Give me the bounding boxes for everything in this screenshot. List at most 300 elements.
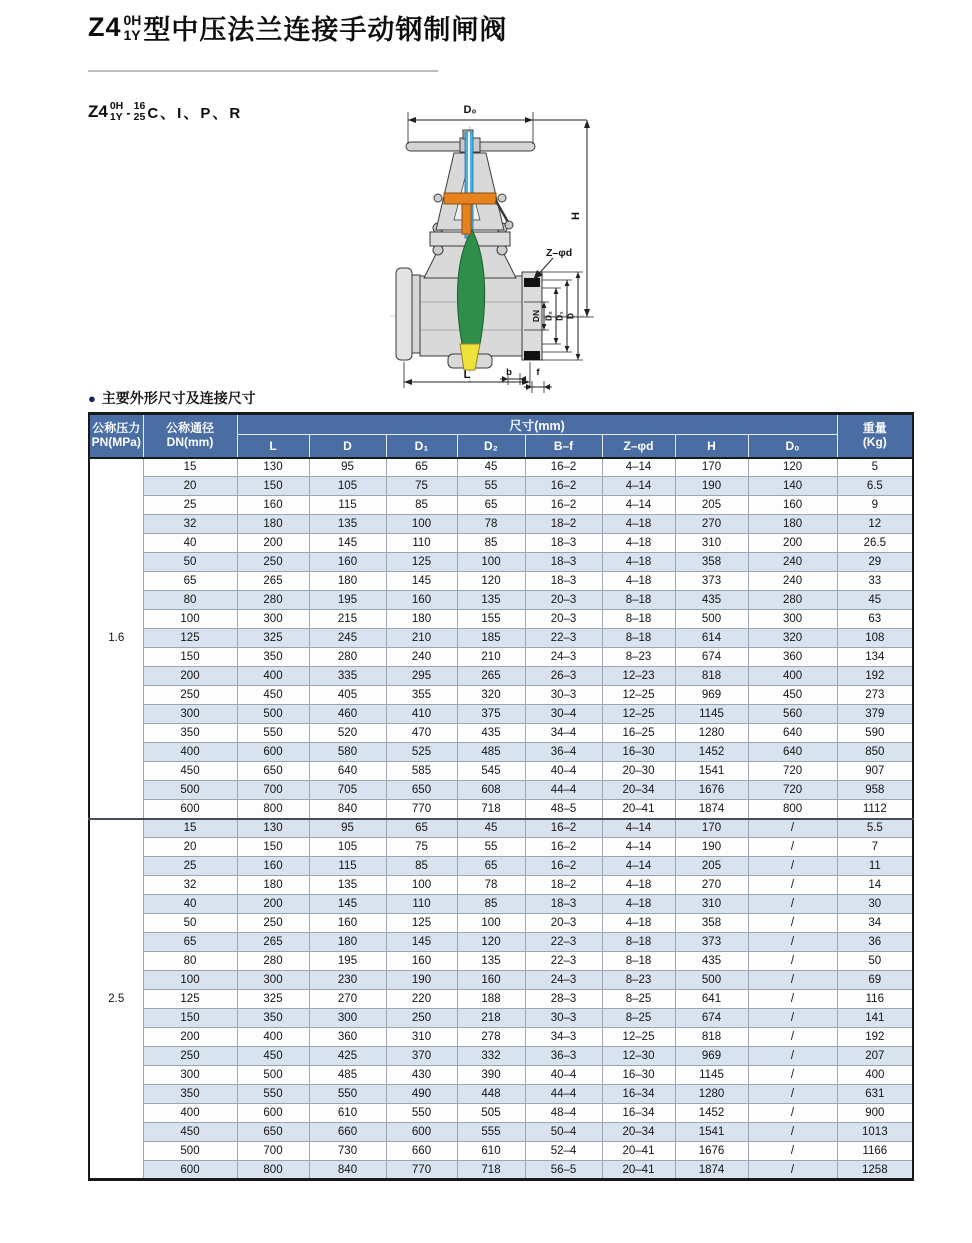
table-cell: 310 <box>675 895 748 914</box>
table-cell: 20–34 <box>602 781 675 800</box>
table-cell: / <box>748 914 837 933</box>
table-cell: 379 <box>837 705 913 724</box>
table-cell: 188 <box>457 990 525 1009</box>
table-cell: 16–2 <box>525 477 602 496</box>
table-cell: 500 <box>143 781 237 800</box>
table-cell: 600 <box>237 1104 309 1123</box>
table-cell: 600 <box>143 800 237 819</box>
table-cell: 192 <box>837 1028 913 1047</box>
model-stack-2 <box>134 101 146 123</box>
table-cell: 6.5 <box>837 477 913 496</box>
table-cell: 45 <box>457 458 525 477</box>
table-cell: 150 <box>237 477 309 496</box>
table-cell: 400 <box>143 1104 237 1123</box>
table-cell: 555 <box>457 1123 525 1142</box>
table-cell: 375 <box>457 705 525 724</box>
table-cell: 358 <box>675 553 748 572</box>
table-cell: 12–23 <box>602 667 675 686</box>
table-row <box>89 610 913 629</box>
table-cell: 145 <box>309 534 386 553</box>
table-cell: 80 <box>143 952 237 971</box>
model-stack2-bottom: 25 <box>133 111 146 124</box>
table-cell: 22–3 <box>525 933 602 952</box>
table-cell: 75 <box>386 477 457 496</box>
table-cell: 85 <box>386 857 457 876</box>
table-cell: 818 <box>675 1028 748 1047</box>
table-cell: 640 <box>309 762 386 781</box>
table-cell: 32 <box>143 515 237 534</box>
table-cell: 730 <box>309 1142 386 1161</box>
table-cell: 18–3 <box>525 553 602 572</box>
table-cell: 11 <box>837 857 913 876</box>
table-cell: 674 <box>675 648 748 667</box>
table-cell: 641 <box>675 990 748 1009</box>
valve-drawing <box>372 98 704 398</box>
table-cell: 78 <box>457 515 525 534</box>
table-row <box>89 724 913 743</box>
table-row <box>89 819 913 838</box>
dim-label-h: H <box>570 212 582 220</box>
table-cell: 370 <box>386 1047 457 1066</box>
table-row <box>89 572 913 591</box>
dim-label-z-phi-d: Z–φd <box>546 247 573 259</box>
table-cell: 900 <box>837 1104 913 1123</box>
table-cell: 110 <box>386 895 457 914</box>
col-header-size-5: Z–φd <box>602 435 675 458</box>
table-cell: 180 <box>748 515 837 534</box>
table-cell: 410 <box>386 705 457 724</box>
table-cell: 105 <box>309 477 386 496</box>
table-cell: 18–3 <box>525 534 602 553</box>
table-row <box>89 1009 913 1028</box>
table-cell: 350 <box>143 724 237 743</box>
table-cell: 600 <box>237 743 309 762</box>
table-cell: 195 <box>309 952 386 971</box>
table-cell: 450 <box>143 1123 237 1142</box>
table-cell: 30–4 <box>525 705 602 724</box>
table-cell: 800 <box>237 800 309 819</box>
table-cell: 4–18 <box>602 876 675 895</box>
table-cell: 470 <box>386 724 457 743</box>
table-cell: 30 <box>837 895 913 914</box>
table-cell: 4–18 <box>602 553 675 572</box>
table-cell: 718 <box>457 1161 525 1180</box>
table-row <box>89 762 913 781</box>
table-cell: 34–4 <box>525 724 602 743</box>
table-cell: 958 <box>837 781 913 800</box>
table-cell: 16–30 <box>602 743 675 762</box>
table-cell: 170 <box>675 819 748 838</box>
table-cell: 22–3 <box>525 952 602 971</box>
table-cell: 600 <box>143 1161 237 1180</box>
table-cell: 65 <box>386 458 457 477</box>
table-cell: 614 <box>675 629 748 648</box>
table-cell: 200 <box>237 534 309 553</box>
table-cell: 52–4 <box>525 1142 602 1161</box>
table-cell: 1541 <box>675 762 748 781</box>
col-header-size-7: D₀ <box>748 435 837 458</box>
table-cell: 4–14 <box>602 458 675 477</box>
table-cell: 500 <box>675 610 748 629</box>
table-cell: 969 <box>675 686 748 705</box>
table-cell: 4–18 <box>602 895 675 914</box>
table-cell: 818 <box>675 667 748 686</box>
table-cell: 40 <box>143 895 237 914</box>
table-cell: 270 <box>675 876 748 895</box>
table-cell: 16–2 <box>525 857 602 876</box>
table-cell: 34 <box>837 914 913 933</box>
table-cell: 660 <box>309 1123 386 1142</box>
table-cell: 65 <box>457 857 525 876</box>
table-cell: 610 <box>457 1142 525 1161</box>
table-cell: 640 <box>748 724 837 743</box>
table-cell: 4–14 <box>602 838 675 857</box>
title-stack-top: 0H <box>123 11 142 28</box>
dim-label-d1: D₁ <box>554 311 565 321</box>
table-cell: 12 <box>837 515 913 534</box>
table-cell: 56–5 <box>525 1161 602 1180</box>
table-cell: 16–2 <box>525 458 602 477</box>
table-cell: 450 <box>143 762 237 781</box>
table-cell: 24–3 <box>525 971 602 990</box>
table-cell: 30–3 <box>525 1009 602 1028</box>
table-cell: 15 <box>143 458 237 477</box>
table-cell: 85 <box>457 895 525 914</box>
table-cell: 40–4 <box>525 762 602 781</box>
table-cell: 120 <box>748 458 837 477</box>
dimensions-table <box>88 412 914 1181</box>
table-cell: 4–14 <box>602 857 675 876</box>
table-cell: 400 <box>143 743 237 762</box>
table-cell: 180 <box>309 572 386 591</box>
table-cell: 50 <box>837 952 913 971</box>
table-cell: 16–34 <box>602 1085 675 1104</box>
table-cell: 135 <box>309 515 386 534</box>
table-cell: 25 <box>143 857 237 876</box>
pn-header-line2: PN(MPa) <box>91 434 141 449</box>
table-cell: 95 <box>309 458 386 477</box>
gland-flange <box>444 193 496 204</box>
model-stack-1 <box>110 101 123 123</box>
table-cell: 335 <box>309 667 386 686</box>
bolt-hole-bottom <box>524 351 540 360</box>
table-cell: 205 <box>675 857 748 876</box>
table-cell: 435 <box>675 952 748 971</box>
table-cell: 29 <box>837 553 913 572</box>
table-cell: 800 <box>237 1161 309 1180</box>
title-stack-bottom: 1Y <box>123 26 141 43</box>
table-cell: 400 <box>837 1066 913 1085</box>
table-cell: 100 <box>143 610 237 629</box>
table-cell: 195 <box>309 591 386 610</box>
model-designation <box>88 101 242 123</box>
table-cell: 44–4 <box>525 781 602 800</box>
weight-header-line1: 重量 <box>862 420 887 435</box>
table-cell: 550 <box>237 724 309 743</box>
table-cell: 36–3 <box>525 1047 602 1066</box>
table-cell: 200 <box>237 895 309 914</box>
gland-bolt <box>434 194 442 202</box>
table-cell: 450 <box>748 686 837 705</box>
table-cell: 270 <box>309 990 386 1009</box>
table-cell: 200 <box>143 667 237 686</box>
table-cell: 26.5 <box>837 534 913 553</box>
col-header-pn <box>89 414 143 458</box>
table-cell: 435 <box>675 591 748 610</box>
table-cell: 700 <box>237 781 309 800</box>
table-cell: / <box>748 895 837 914</box>
table-cell: 120 <box>457 933 525 952</box>
table-cell: 8–18 <box>602 629 675 648</box>
table-row <box>89 1104 913 1123</box>
col-header-size-3: D₂ <box>457 435 525 458</box>
table-cell: 170 <box>675 458 748 477</box>
table-cell: 18–2 <box>525 876 602 895</box>
table-row <box>89 1123 913 1142</box>
table-cell: 20–3 <box>525 591 602 610</box>
table-cell: 9 <box>837 496 913 515</box>
table-cell: 190 <box>675 477 748 496</box>
table-cell: 390 <box>457 1066 525 1085</box>
table-cell: 4–18 <box>602 534 675 553</box>
col-header-size-1: D <box>309 435 386 458</box>
table-cell: 65 <box>143 933 237 952</box>
table-cell: 4–18 <box>602 572 675 591</box>
model-materials: C、I、P、R <box>147 104 243 122</box>
table-cell: 4–18 <box>602 914 675 933</box>
table-cell: 545 <box>457 762 525 781</box>
table-cell: 150 <box>143 1009 237 1028</box>
table-cell: 5 <box>837 458 913 477</box>
table-row <box>89 838 913 857</box>
table-row <box>89 496 913 515</box>
table-cell: 8–23 <box>602 648 675 667</box>
table-cell: 310 <box>386 1028 457 1047</box>
table-cell: 20–3 <box>525 914 602 933</box>
table-cell: 250 <box>237 914 309 933</box>
table-cell: 130 <box>237 819 309 838</box>
table-cell: 115 <box>309 857 386 876</box>
table-cell: 660 <box>386 1142 457 1161</box>
table-cell: 460 <box>309 705 386 724</box>
table-cell: 500 <box>237 1066 309 1085</box>
table-cell: 20–41 <box>602 800 675 819</box>
table-cell: 25 <box>143 496 237 515</box>
table-cell: 20–41 <box>602 1161 675 1180</box>
table-cell: 134 <box>837 648 913 667</box>
table-cell: 28–3 <box>525 990 602 1009</box>
table-cell: 65 <box>457 496 525 515</box>
table-cell: 50 <box>143 914 237 933</box>
table-cell: / <box>748 857 837 876</box>
table-cell: 115 <box>309 496 386 515</box>
table-cell: 48–4 <box>525 1104 602 1123</box>
bullet-icon: ● <box>88 391 96 406</box>
table-cell: 240 <box>748 553 837 572</box>
table-cell: 40–4 <box>525 1066 602 1085</box>
pn-group-label: 2.5 <box>89 819 143 1180</box>
table-cell: 160 <box>237 496 309 515</box>
table-cell: 280 <box>748 591 837 610</box>
table-cell: / <box>748 838 837 857</box>
table-cell: 1145 <box>675 1066 748 1085</box>
table-cell: 360 <box>748 648 837 667</box>
table-row <box>89 933 913 952</box>
table-cell: 300 <box>143 705 237 724</box>
table-cell: / <box>748 1104 837 1123</box>
table-cell: 16–2 <box>525 496 602 515</box>
table-cell: 210 <box>386 629 457 648</box>
table-cell: 141 <box>837 1009 913 1028</box>
title-model-prefix: Z4 <box>88 12 122 42</box>
table-row <box>89 857 913 876</box>
table-cell: 160 <box>386 591 457 610</box>
table-cell: 20–41 <box>602 1142 675 1161</box>
table-cell: 185 <box>457 629 525 648</box>
table-cell: 265 <box>237 572 309 591</box>
dim-label-b: b <box>506 367 512 378</box>
table-cell: 125 <box>386 553 457 572</box>
table-cell: 250 <box>386 1009 457 1028</box>
table-cell: 250 <box>143 1047 237 1066</box>
table-cell: 80 <box>143 591 237 610</box>
table-cell: 85 <box>386 496 457 515</box>
table-cell: 180 <box>237 876 309 895</box>
table-cell: 608 <box>457 781 525 800</box>
table-cell: / <box>748 933 837 952</box>
table-cell: 20–30 <box>602 762 675 781</box>
weight-header-line2: (Kg) <box>862 434 887 449</box>
table-row <box>89 648 913 667</box>
table-cell: 320 <box>748 629 837 648</box>
table-cell: 640 <box>748 743 837 762</box>
table-row <box>89 629 913 648</box>
table-cell: 4–14 <box>602 819 675 838</box>
table-cell: 560 <box>748 705 837 724</box>
table-cell: / <box>748 1142 837 1161</box>
table-cell: 435 <box>457 724 525 743</box>
dim-label-d: D <box>565 312 576 320</box>
col-header-size-2: D₁ <box>386 435 457 458</box>
table-cell: 240 <box>748 572 837 591</box>
table-cell: 310 <box>675 534 748 553</box>
table-cell: 1145 <box>675 705 748 724</box>
table-cell: 1258 <box>837 1161 913 1180</box>
table-cell: 105 <box>309 838 386 857</box>
table-cell: 44–4 <box>525 1085 602 1104</box>
table-cell: 12–30 <box>602 1047 675 1066</box>
table-cell: 8–25 <box>602 990 675 1009</box>
table-cell: 207 <box>837 1047 913 1066</box>
table-cell: 45 <box>457 819 525 838</box>
table-cell: 160 <box>237 857 309 876</box>
table-cell: 1676 <box>675 1142 748 1161</box>
title-model-stack <box>124 13 142 42</box>
table-row <box>89 800 913 819</box>
table-cell: 140 <box>748 477 837 496</box>
table-cell: 32 <box>143 876 237 895</box>
table-cell: 350 <box>237 648 309 667</box>
left-flange <box>396 268 412 360</box>
table-cell: 135 <box>457 952 525 971</box>
table-cell: 65 <box>143 572 237 591</box>
table-row <box>89 1028 913 1047</box>
pn-header-line1: 公称压力 <box>92 420 141 435</box>
dim-label-f: f <box>536 367 540 378</box>
table-cell: 20 <box>143 477 237 496</box>
table-cell: 485 <box>457 743 525 762</box>
table-cell: 200 <box>143 1028 237 1047</box>
table-cell: 5.5 <box>837 819 913 838</box>
title-text: 型中压法兰连接手动钢制闸阀 <box>143 15 508 45</box>
table-row <box>89 1085 913 1104</box>
table-cell: 110 <box>386 534 457 553</box>
table-row <box>89 1142 913 1161</box>
table-cell: 705 <box>309 781 386 800</box>
table-cell: 48–5 <box>525 800 602 819</box>
table-cell: 8–25 <box>602 1009 675 1028</box>
table-cell: 15 <box>143 819 237 838</box>
table-cell: 155 <box>457 610 525 629</box>
table-cell: 278 <box>457 1028 525 1047</box>
table-cell: 220 <box>386 990 457 1009</box>
table-cell: 18–3 <box>525 895 602 914</box>
table-cell: 30–3 <box>525 686 602 705</box>
table-cell: 135 <box>309 876 386 895</box>
table-cell: 585 <box>386 762 457 781</box>
table-cell: 22–3 <box>525 629 602 648</box>
model-stack2-top: 16 <box>133 100 146 112</box>
table-cell: 4–14 <box>602 496 675 515</box>
table-row <box>89 705 913 724</box>
table-cell: 69 <box>837 971 913 990</box>
table-cell: 150 <box>143 648 237 667</box>
table-cell: 800 <box>748 800 837 819</box>
table-cell: 75 <box>386 838 457 857</box>
table-cell: 650 <box>237 762 309 781</box>
table-cell: 125 <box>143 990 237 1009</box>
table-cell: 125 <box>386 914 457 933</box>
table-cell: / <box>748 876 837 895</box>
table-cell: 20–34 <box>602 1123 675 1142</box>
table-cell: 650 <box>237 1123 309 1142</box>
table-cell: 14 <box>837 876 913 895</box>
table-cell: 590 <box>837 724 913 743</box>
table-cell: 135 <box>457 591 525 610</box>
table-cell: 145 <box>386 572 457 591</box>
table-cell: 360 <box>309 1028 386 1047</box>
col-header-dn <box>143 414 237 458</box>
table-cell: 332 <box>457 1047 525 1066</box>
table-cell: 907 <box>837 762 913 781</box>
table-cell: 490 <box>386 1085 457 1104</box>
table-cell: 350 <box>237 1009 309 1028</box>
table-cell: 205 <box>675 496 748 515</box>
col-header-size-4: B–f <box>525 435 602 458</box>
table-cell: 210 <box>457 648 525 667</box>
table-row <box>89 458 913 477</box>
table-cell: 1166 <box>837 1142 913 1161</box>
table-cell: 405 <box>309 686 386 705</box>
table-cell: 26–3 <box>525 667 602 686</box>
table-cell: 400 <box>237 1028 309 1047</box>
table-cell: / <box>748 1009 837 1028</box>
table-row <box>89 553 913 572</box>
table-cell: 218 <box>457 1009 525 1028</box>
col-header-size-6: H <box>675 435 748 458</box>
table-cell: 16–2 <box>525 819 602 838</box>
table-cell: 250 <box>237 553 309 572</box>
